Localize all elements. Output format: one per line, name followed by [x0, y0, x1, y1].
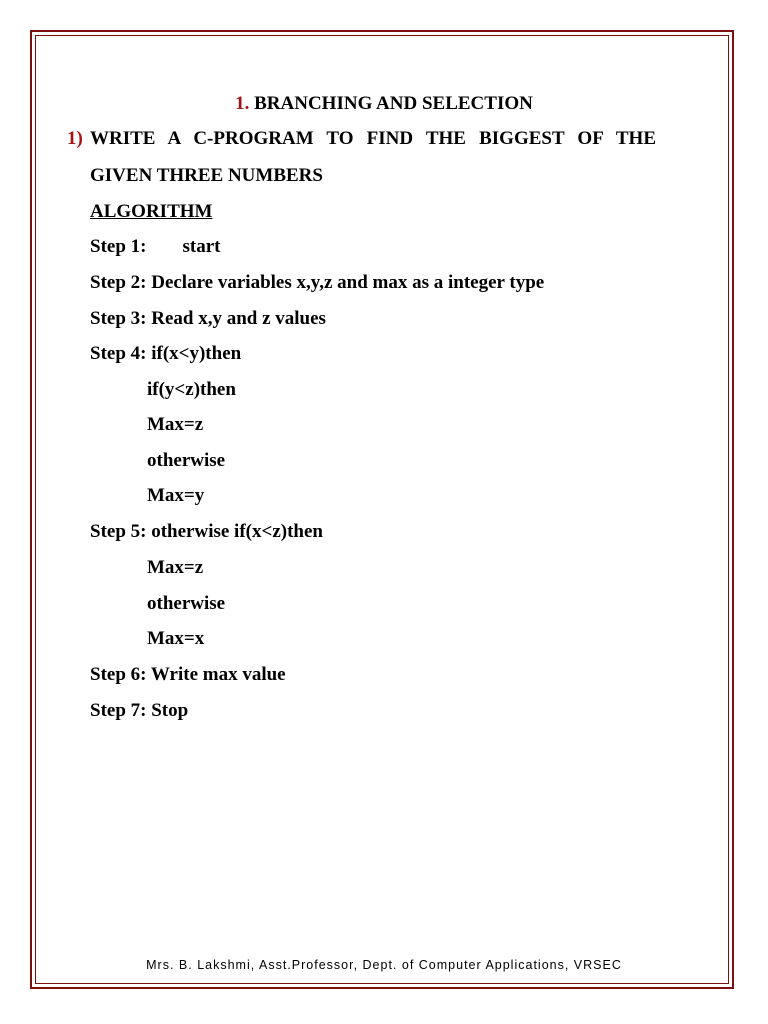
step-4-sub-line: otherwise [147, 450, 226, 471]
step-1-text: start [182, 236, 221, 257]
page-footer: Mrs. B. Lakshmi, Asst.Professor, Dept. of Computer Applications, VRSEC [146, 958, 622, 972]
section-title: BRANCHING AND SELECTION [254, 93, 533, 114]
algorithm-step-5: Step 5: otherwise if(x<z)then [90, 521, 323, 542]
algorithm-step-3: Step 3: Read x,y and z values [90, 308, 326, 329]
step-4-sub-line: if(y<z)then [147, 379, 236, 400]
algorithm-step-6: Step 6: Write max value [90, 664, 286, 685]
algorithm-title: ALGORITHM [90, 201, 213, 222]
step-1-label: Step 1: [90, 236, 147, 257]
question-text-line2: GIVEN THREE NUMBERS [90, 165, 323, 186]
question-text-line1: WRITE A C-PROGRAM TO FIND THE BIGGEST OF THE [90, 128, 656, 149]
step-5-sub-line: Max=x [147, 628, 205, 649]
step-4-sub-line: Max=z [147, 414, 204, 435]
step-5-sub-line: otherwise [147, 593, 226, 614]
question-number: 1) [67, 128, 83, 149]
algorithm-step-4: Step 4: if(x<y)then [90, 343, 242, 364]
step-4-sub-line: Max=y [147, 485, 205, 506]
algorithm-step-1 [90, 236, 220, 258]
section-number: 1. [235, 93, 250, 114]
section-heading [0, 93, 768, 115]
step-5-sub-line: Max=z [147, 557, 204, 578]
algorithm-step-2: Step 2: Declare variables x,y,z and max as a integer type [90, 272, 545, 293]
algorithm-step-7: Step 7: Stop [90, 700, 189, 721]
